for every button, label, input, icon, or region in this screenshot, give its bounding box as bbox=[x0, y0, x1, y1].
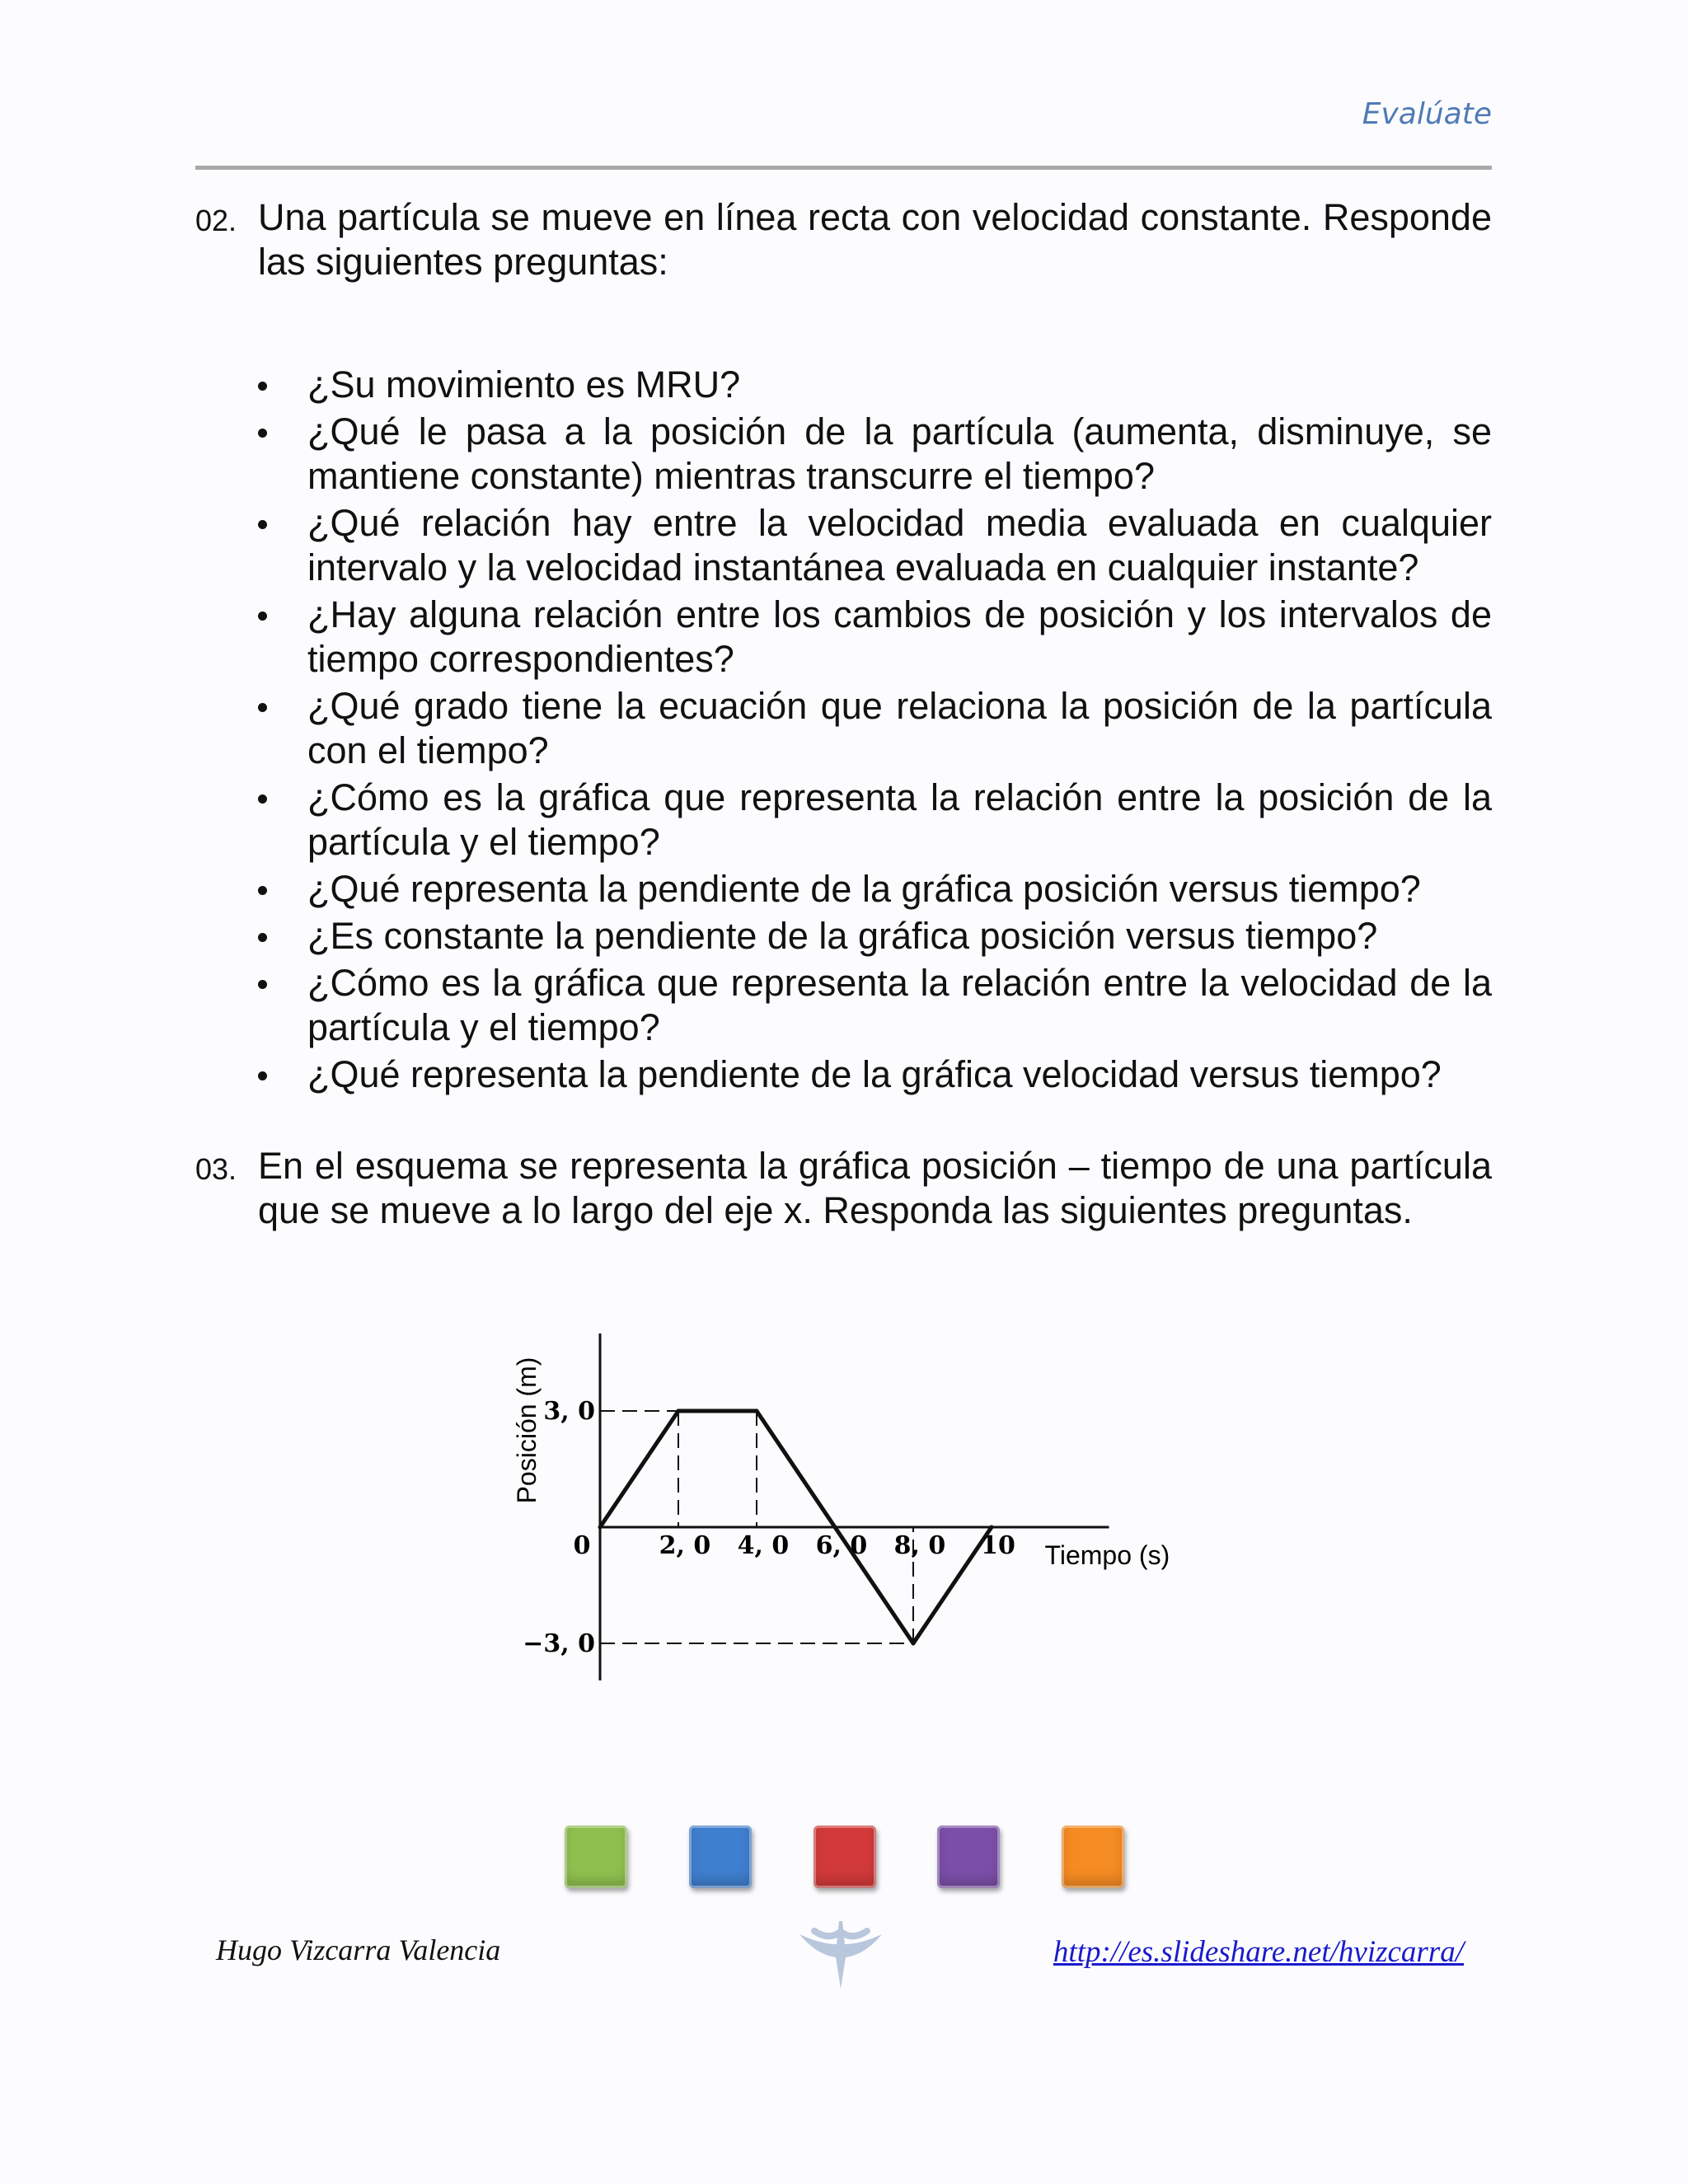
y-axis-label: Posición (m) bbox=[512, 1357, 542, 1504]
blue-square-icon bbox=[689, 1825, 752, 1888]
question-number: 02. bbox=[195, 204, 237, 237]
bullet-icon bbox=[258, 933, 267, 942]
x-tick-label: 6, 0 bbox=[815, 1531, 868, 1560]
chart-svg bbox=[495, 1310, 1203, 1690]
list-item-text: ¿Su movimiento es MRU? bbox=[307, 363, 741, 405]
bullet-icon bbox=[258, 794, 267, 804]
footer-link[interactable]: http://es.slideshare.net/hvizcarra/ bbox=[1053, 1935, 1464, 1969]
x-axis-label: Tiempo (s) bbox=[1044, 1540, 1170, 1570]
list-item bbox=[247, 501, 1492, 590]
bullet-icon bbox=[258, 886, 267, 895]
y-tick-label: −3, 0 bbox=[523, 1629, 595, 1658]
footer-author: Hugo Vizcarra Valencia bbox=[216, 1933, 501, 1966]
list-item bbox=[247, 363, 1492, 407]
list-item-text: ¿Qué grado tiene la ecuación que relaciona la posición de la partícula con el tiempo? bbox=[307, 685, 1492, 771]
x-tick-label: 8, 0 bbox=[893, 1531, 946, 1560]
decorative-squares bbox=[0, 1825, 1688, 1891]
question-02 bbox=[195, 195, 1492, 284]
y-tick-label: 3, 0 bbox=[543, 1397, 595, 1426]
question-list bbox=[247, 363, 1492, 1099]
x-tick-label: 0 bbox=[573, 1531, 591, 1560]
question-03 bbox=[195, 1144, 1492, 1233]
position-time-chart bbox=[495, 1310, 1203, 1690]
bullet-icon bbox=[258, 520, 267, 529]
list-item bbox=[247, 776, 1492, 865]
header-title: Evalúate bbox=[1362, 97, 1492, 131]
header-divider bbox=[195, 166, 1492, 170]
list-item bbox=[247, 867, 1492, 912]
green-square-icon bbox=[565, 1825, 627, 1888]
list-item-text: ¿Qué representa la pendiente de la gráfica velocidad versus tiempo? bbox=[307, 1053, 1442, 1095]
x-tick-label: 2, 0 bbox=[659, 1531, 711, 1560]
list-item bbox=[247, 410, 1492, 499]
data-point bbox=[755, 1409, 759, 1413]
data-point bbox=[990, 1526, 994, 1530]
list-item-text: ¿Qué representa la pendiente de la gráfica posición versus tiempo? bbox=[307, 868, 1421, 910]
data-point bbox=[598, 1526, 603, 1530]
question-text: Una partícula se mueve en línea recta con velocidad constante. Responde las siguientes preguntas: bbox=[258, 196, 1492, 283]
list-item-text: ¿Cómo es la gráfica que representa la relación entre la velocidad de la partícula y el tiempo? bbox=[307, 962, 1492, 1048]
x-tick-label: 10 bbox=[981, 1531, 1015, 1560]
red-square-icon bbox=[814, 1825, 876, 1888]
list-item-text: ¿Qué relación hay entre la velocidad media evaluada en cualquier intervalo y la velocidad instantánea evaluada en cualquier instante? bbox=[307, 502, 1492, 588]
data-point bbox=[677, 1409, 681, 1413]
bullet-icon bbox=[258, 1071, 267, 1080]
bullet-icon bbox=[258, 703, 267, 712]
list-item bbox=[247, 1052, 1492, 1097]
purple-square-icon bbox=[937, 1825, 1000, 1888]
logo-icon bbox=[791, 1916, 890, 1990]
data-point bbox=[912, 1642, 916, 1646]
orange-square-icon bbox=[1062, 1825, 1124, 1888]
list-item-text: ¿Es constante la pendiente de la gráfica posición versus tiempo? bbox=[307, 915, 1378, 957]
list-item-text: ¿Qué le pasa a la posición de la partícula (aumenta, disminuye, se mantiene constante) mientras transcurre el tiempo? bbox=[307, 410, 1492, 497]
list-item bbox=[247, 593, 1492, 682]
question-number: 03. bbox=[195, 1152, 237, 1186]
list-item-text: ¿Hay alguna relación entre los cambios de posición y los intervalos de tiempo correspondientes? bbox=[307, 593, 1492, 680]
x-tick-label: 4, 0 bbox=[737, 1531, 790, 1560]
data-point bbox=[833, 1526, 837, 1530]
list-item bbox=[247, 914, 1492, 958]
bullet-icon bbox=[258, 980, 267, 989]
question-text: En el esquema se representa la gráfica posición – tiempo de una partícula que se mueve a lo largo del eje x. Responda las siguientes preguntas. bbox=[258, 1145, 1492, 1231]
list-item bbox=[247, 961, 1492, 1050]
list-item bbox=[247, 684, 1492, 773]
bullet-icon bbox=[258, 382, 267, 391]
list-item-text: ¿Cómo es la gráfica que representa la relación entre la posición de la partícula y el tiempo? bbox=[307, 776, 1492, 863]
bullet-icon bbox=[258, 429, 267, 438]
bullet-icon bbox=[258, 612, 267, 621]
